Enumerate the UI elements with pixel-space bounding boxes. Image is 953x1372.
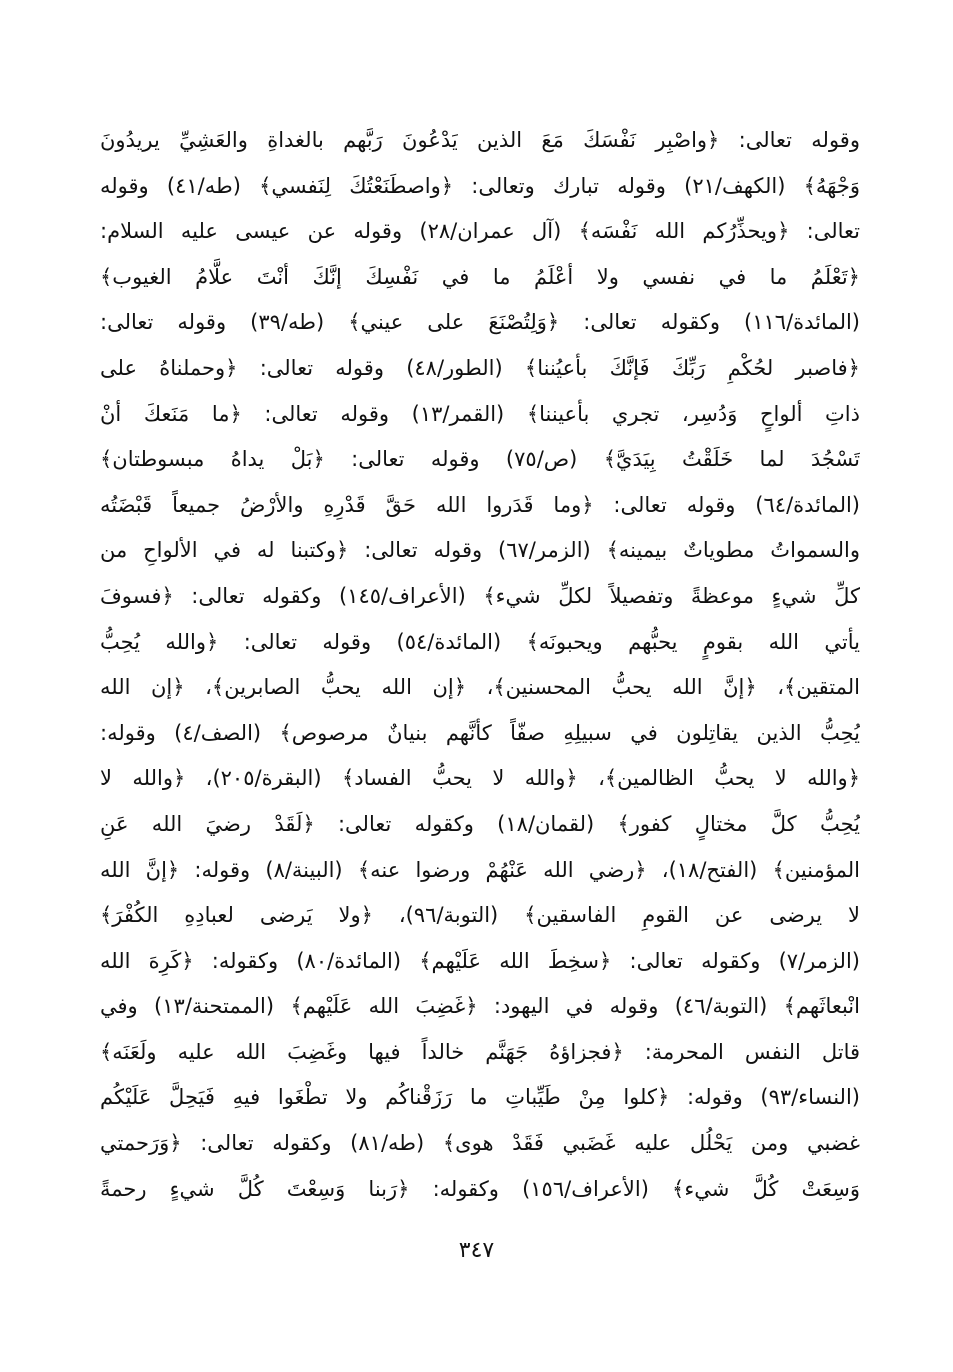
text-line: ﴿والله لا يحبُّ الظالمين﴾، ﴿والله لا يحبُّ الفساد﴾ (البقرة/٢٠٥)، ﴿والله لا xyxy=(100,766,860,791)
text-line: تعالى: ﴿ويحذِّرُكم الله نَفْسَه﴾ (آل عمران/٢٨) وقوله عن عيسى عليه السلام: xyxy=(100,219,860,244)
text-line: المتقين﴾، ﴿إنَّ الله يحبُّ المحسنين﴾، ﴿إن الله يحبُّ الصابرين﴾، ﴿إن الله xyxy=(100,675,860,700)
text-line: ﴿تَعْلَمُ ما في نفسي ولا أعْلَمُ ما في نَفْسِكَ إنَّكَ أنْتَ علَّامُ الغيوب﴾ xyxy=(100,264,860,289)
text-line: (الزمر/٧) وكقوله تعالى: ﴿سخِطَ الله عَلَيْهم﴾ (المائدة/٨٠) وكقوله: ﴿كَرِهَ الله xyxy=(100,948,860,973)
text-line: وَسِعَتْ كُلَّ شيء﴾ (الأعراف/١٥٦) وكقوله: ﴿رَبنا وَسِعْتَ كُلَّ شيءٍ رحمةً xyxy=(100,1176,860,1201)
text-line: كلِّ شيءٍ موعظةً وتفصيلاً لكلِّ شيء﴾ (الأعراف/١٤٥) وكقوله تعالى: ﴿فسوفَ xyxy=(100,583,860,608)
text-line: (النساء/٩٣) وقوله: ﴿كلوا مِنْ طَيِّباتِ ما رَزَقْناكُم ولا تطْغَوا فيهِ فَيَحِلَّ عَلَيْكُم xyxy=(100,1085,860,1110)
page-number: ٣٤٧ xyxy=(458,1238,495,1263)
text-line: لا يرضى عن القومِ الفاسقين﴾ (التوبة/٩٦)، ﴿ولا يَرضى لعبادِهِ الكُفْرَ﴾ xyxy=(100,903,860,928)
text-line: وَجْهَهُ﴾ (الكهف/٢١) وقوله تبارك وتعالى: ﴿واصطَنَعْتُكَ لِنَفسي﴾ (طه/٤١) وقوله xyxy=(100,173,860,198)
text-line: يُحِبُّ الذين يقاتِلون في سبيلِهِ صفّاً كأنَّهم بنيانٌ مرصوص﴾ (الصف/٤) وقوله: xyxy=(100,720,860,745)
text-line: تَسْجُدَ لما خَلَقْتُ بِيَدَيَّ﴾ (ص/٧٥) وقوله تعالى: ﴿بَلْ يداهُ مبسوطتان﴾ xyxy=(100,447,860,472)
text-line: (المائدة/١١٦) وكقوله تعالى: ﴿وَلِتُصْنَعَ على عيني﴾ (طه/٣٩) وقوله تعالى: xyxy=(100,310,860,335)
text-line: والسمواتُ مطوياتٌ بيمينه﴾ (الزمر/٦٧) وقوله تعالى: ﴿وكتبنا له في الألواحِ من xyxy=(100,538,860,563)
text-line: وقوله تعالى: ﴿واصْبِر نَفْسَكَ مَعَ الذين يَدْعُونَ رَبَّهم بالغداةِ والعَشِيِّ يريدُونَ xyxy=(100,128,860,152)
text-line: غضبي ومن يَحْلُل عليه غَضَبي فَقَدْ هوى﴾ (طه/٨١) وكقوله تعالى: ﴿وَرَحمتي xyxy=(100,1131,860,1156)
text-line: المؤمنين﴾ (الفتح/١٨)، ﴿رضي الله عَنْهُمْ ورضوا عنه﴾ (البينة/٨) وقوله: ﴿إنَّ الله xyxy=(100,857,860,882)
text-line: (المائدة/٦٤) وقوله تعالى: ﴿وما قَدَروا الله حَقَّ قَدْرِهِ والأرْضُ جميعاً قَبْضَتُه xyxy=(100,492,860,517)
text-line: ﴿فاصبر لحُكْمِ رَبِّكَ فَإنَّكَ بأعيُننا﴾ (الطور/٤٨) وقوله تعالى: ﴿وحملناهُ على xyxy=(100,355,860,380)
text-line: ذاتِ ألواحٍ وَدُسِر، تجري بأعيننا﴾ (القمر/١٣) وقوله تعالى: ﴿ما مَنَعكَ أنْ xyxy=(100,401,860,426)
text-line: يأتي الله بقومٍ يحبُّهم ويحبونَه﴾ (المائدة/٥٤) وقوله تعالى: ﴿والله يُحِبُّ xyxy=(100,629,860,654)
text-line: قاتل النفس المحرمة: ﴿فجزاؤهُ جَهَنَّم خالداً فيها وغَضِبَ الله عليه ولَعَنَه﴾ xyxy=(100,1039,860,1064)
text-line: يُحِبُّ كلَّ مختالٍ كفور﴾ (لقمان/١٨) وكقوله تعالى: ﴿لَقَدْ رضيَ الله عَنِ xyxy=(100,811,860,836)
body-text xyxy=(100,118,860,1212)
text-line: انْبعاثَهم﴾ (التوبة/٤٦) وقوله في اليهود: ﴿غَضِبَ الله عَلَيْهم﴾ (الممتحنة/١٣) وفي xyxy=(100,994,860,1019)
